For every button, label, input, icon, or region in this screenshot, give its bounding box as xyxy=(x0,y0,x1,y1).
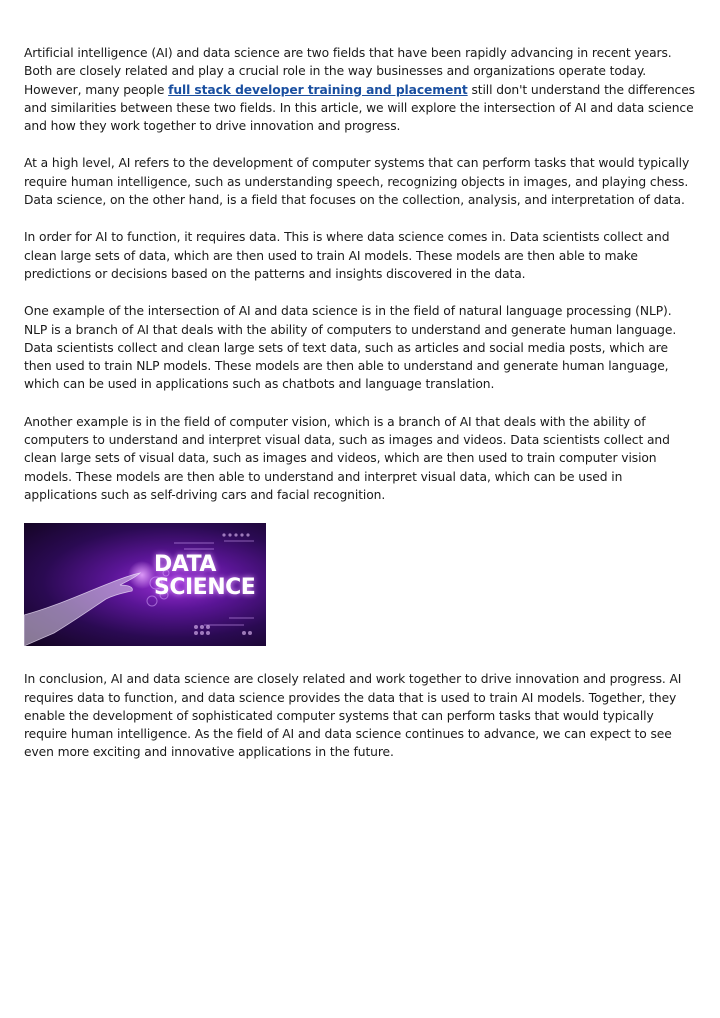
paragraph-conclusion: In conclusion, AI and data science are closely related and work together to drive innovation and progress. AI requires data to function, and data science provides the data that is used to train AI models. Together, they enable the development of sophisticated computer systems that can perform tasks that would typically require human intelligence. As the field of AI and data science continues to advance, we can expect to see even more exciting and innovative applications in the future. xyxy=(24,672,682,760)
paragraph-nlp-example: One example of the intersection of AI and data science is in the field of natural language processing (NLP). NLP is a branch of AI that deals with the ability of computers to understand and generate human language. Data scientists collect and clean large sets of text data, such as articles and social media posts, which are then used to train NLP models. These models are then able to understand and generate human language, which can be used in applications such as chatbots and language translation. xyxy=(24,304,677,392)
paragraph-data-requirement: In order for AI to function, it requires data. This is where data science comes in. Data scientists collect and clean large sets of data, which are then used to train AI models. These models are then able to make predictions or decisions based on the patterns and insights discovered in the data. xyxy=(24,230,670,281)
data-science-image xyxy=(24,523,266,646)
image-text-line2: SCIENCE xyxy=(154,575,256,601)
paragraph-intro xyxy=(24,44,696,135)
image-caption-text xyxy=(154,553,255,599)
article-body xyxy=(24,44,696,781)
training-placement-link[interactable]: full stack developer training and placement xyxy=(168,82,468,97)
paragraph-intro-text-after: still don't understand the differences and similarities between these two fields. In this article, we will explore the intersection of AI and data science and how they work together to drive innovation and progress. xyxy=(24,82,695,134)
paragraph-computer-vision-example: Another example is in the field of computer vision, which is a branch of AI that deals with the ability of computers to understand and interpret visual data, such as images and videos. Data scientists collect and clean large sets of visual data, such as images and videos, which are then used to train computer vision models. These models are then able to understand and interpret visual data, which can be used in applications such as self-driving cars and facial recognition. xyxy=(24,414,670,502)
paragraph-definitions: At a high level, AI refers to the development of computer systems that can perform tasks that would typically require human intelligence, such as understanding speech, recognizing objects in images, and playing chess. Data science, on the other hand, is a field that focuses on the collection, analysis, and interpretation of data. xyxy=(24,156,690,208)
image-text-line1: DATA xyxy=(154,552,216,578)
paragraph-intro-text-before: Artificial intelligence (AI) and data science are two fields that have been rapidly advancing in recent years. Both are closely related and play a crucial role in the way businesses and organizations operate today. However, many people xyxy=(24,46,672,97)
hand-shape xyxy=(24,573,140,646)
